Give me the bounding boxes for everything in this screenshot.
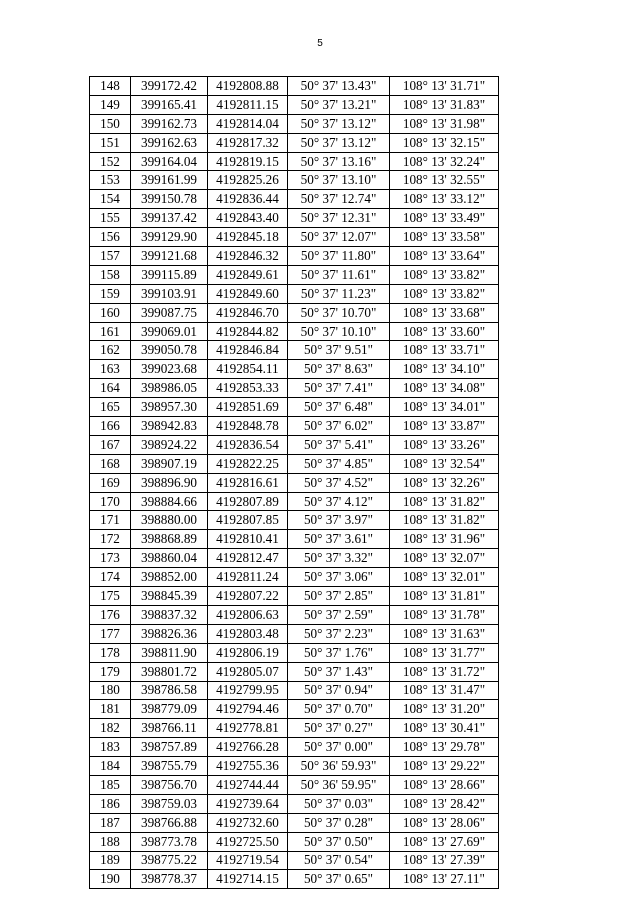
y-coordinate-cell: 4192806.19 bbox=[208, 643, 288, 662]
table-row bbox=[90, 265, 499, 284]
point-number-cell: 152 bbox=[90, 152, 131, 171]
longitude-cell: 108° 13' 32.26" bbox=[390, 473, 499, 492]
point-number-cell: 170 bbox=[90, 492, 131, 511]
point-number-cell: 173 bbox=[90, 549, 131, 568]
longitude-cell: 108° 13' 32.54" bbox=[390, 454, 499, 473]
y-coordinate-cell: 4192816.61 bbox=[208, 473, 288, 492]
longitude-cell: 108° 13' 29.22" bbox=[390, 757, 499, 776]
latitude-cell: 50° 37' 13.12" bbox=[288, 133, 390, 152]
latitude-cell: 50° 37' 0.94" bbox=[288, 681, 390, 700]
point-number-cell: 186 bbox=[90, 794, 131, 813]
point-number-cell: 190 bbox=[90, 870, 131, 889]
y-coordinate-cell: 4192794.46 bbox=[208, 700, 288, 719]
latitude-cell: 50° 37' 6.02" bbox=[288, 417, 390, 436]
table-row bbox=[90, 247, 499, 266]
y-coordinate-cell: 4192714.15 bbox=[208, 870, 288, 889]
y-coordinate-cell: 4192808.88 bbox=[208, 77, 288, 96]
x-coordinate-cell: 398801.72 bbox=[131, 662, 208, 681]
latitude-cell: 50° 37' 0.28" bbox=[288, 813, 390, 832]
table-row bbox=[90, 530, 499, 549]
latitude-cell: 50° 37' 1.43" bbox=[288, 662, 390, 681]
latitude-cell: 50° 37' 2.59" bbox=[288, 605, 390, 624]
longitude-cell: 108° 13' 31.98" bbox=[390, 114, 499, 133]
x-coordinate-cell: 399103.91 bbox=[131, 284, 208, 303]
table-row bbox=[90, 114, 499, 133]
y-coordinate-cell: 4192812.47 bbox=[208, 549, 288, 568]
table-row bbox=[90, 775, 499, 794]
latitude-cell: 50° 37' 3.61" bbox=[288, 530, 390, 549]
y-coordinate-cell: 4192766.28 bbox=[208, 738, 288, 757]
table-row bbox=[90, 511, 499, 530]
table-row bbox=[90, 341, 499, 360]
point-number-cell: 158 bbox=[90, 265, 131, 284]
table-row bbox=[90, 209, 499, 228]
longitude-cell: 108° 13' 32.07" bbox=[390, 549, 499, 568]
latitude-cell: 50° 37' 11.80" bbox=[288, 247, 390, 266]
x-coordinate-cell: 398759.03 bbox=[131, 794, 208, 813]
x-coordinate-cell: 399164.04 bbox=[131, 152, 208, 171]
table-row bbox=[90, 757, 499, 776]
point-number-cell: 176 bbox=[90, 605, 131, 624]
latitude-cell: 50° 37' 4.85" bbox=[288, 454, 390, 473]
x-coordinate-cell: 398880.00 bbox=[131, 511, 208, 530]
longitude-cell: 108° 13' 31.71" bbox=[390, 77, 499, 96]
table-row bbox=[90, 643, 499, 662]
longitude-cell: 108° 13' 34.10" bbox=[390, 360, 499, 379]
point-number-cell: 149 bbox=[90, 95, 131, 114]
point-number-cell: 164 bbox=[90, 379, 131, 398]
latitude-cell: 50° 37' 2.23" bbox=[288, 624, 390, 643]
point-number-cell: 180 bbox=[90, 681, 131, 700]
latitude-cell: 50° 37' 8.63" bbox=[288, 360, 390, 379]
x-coordinate-cell: 399172.42 bbox=[131, 77, 208, 96]
y-coordinate-cell: 4192744.44 bbox=[208, 775, 288, 794]
table-row bbox=[90, 435, 499, 454]
point-number-cell: 154 bbox=[90, 190, 131, 209]
table-row bbox=[90, 700, 499, 719]
latitude-cell: 50° 37' 9.51" bbox=[288, 341, 390, 360]
longitude-cell: 108° 13' 32.01" bbox=[390, 568, 499, 587]
longitude-cell: 108° 13' 31.82" bbox=[390, 492, 499, 511]
coordinates-table bbox=[89, 76, 499, 889]
latitude-cell: 50° 37' 0.65" bbox=[288, 870, 390, 889]
latitude-cell: 50° 37' 4.52" bbox=[288, 473, 390, 492]
x-coordinate-cell: 398924.22 bbox=[131, 435, 208, 454]
longitude-cell: 108° 13' 33.64" bbox=[390, 247, 499, 266]
y-coordinate-cell: 4192807.22 bbox=[208, 587, 288, 606]
point-number-cell: 161 bbox=[90, 322, 131, 341]
x-coordinate-cell: 398907.19 bbox=[131, 454, 208, 473]
latitude-cell: 50° 37' 12.31" bbox=[288, 209, 390, 228]
longitude-cell: 108° 13' 33.82" bbox=[390, 265, 499, 284]
longitude-cell: 108° 13' 31.78" bbox=[390, 605, 499, 624]
y-coordinate-cell: 4192836.44 bbox=[208, 190, 288, 209]
y-coordinate-cell: 4192811.24 bbox=[208, 568, 288, 587]
x-coordinate-cell: 399129.90 bbox=[131, 228, 208, 247]
table-row bbox=[90, 398, 499, 417]
point-number-cell: 165 bbox=[90, 398, 131, 417]
x-coordinate-cell: 399121.68 bbox=[131, 247, 208, 266]
latitude-cell: 50° 37' 12.07" bbox=[288, 228, 390, 247]
point-number-cell: 185 bbox=[90, 775, 131, 794]
y-coordinate-cell: 4192849.61 bbox=[208, 265, 288, 284]
y-coordinate-cell: 4192843.40 bbox=[208, 209, 288, 228]
latitude-cell: 50° 37' 3.06" bbox=[288, 568, 390, 587]
point-number-cell: 181 bbox=[90, 700, 131, 719]
y-coordinate-cell: 4192854.11 bbox=[208, 360, 288, 379]
point-number-cell: 169 bbox=[90, 473, 131, 492]
latitude-cell: 50° 37' 5.41" bbox=[288, 435, 390, 454]
y-coordinate-cell: 4192845.18 bbox=[208, 228, 288, 247]
table-row bbox=[90, 417, 499, 436]
y-coordinate-cell: 4192846.32 bbox=[208, 247, 288, 266]
longitude-cell: 108° 13' 33.68" bbox=[390, 303, 499, 322]
point-number-cell: 156 bbox=[90, 228, 131, 247]
point-number-cell: 175 bbox=[90, 587, 131, 606]
y-coordinate-cell: 4192778.81 bbox=[208, 719, 288, 738]
latitude-cell: 50° 37' 11.23" bbox=[288, 284, 390, 303]
y-coordinate-cell: 4192844.82 bbox=[208, 322, 288, 341]
x-coordinate-cell: 399050.78 bbox=[131, 341, 208, 360]
longitude-cell: 108° 13' 30.41" bbox=[390, 719, 499, 738]
longitude-cell: 108° 13' 33.60" bbox=[390, 322, 499, 341]
table-row bbox=[90, 832, 499, 851]
x-coordinate-cell: 398884.66 bbox=[131, 492, 208, 511]
y-coordinate-cell: 4192825.26 bbox=[208, 171, 288, 190]
table-row bbox=[90, 303, 499, 322]
table-row bbox=[90, 605, 499, 624]
longitude-cell: 108° 13' 34.08" bbox=[390, 379, 499, 398]
point-number-cell: 182 bbox=[90, 719, 131, 738]
y-coordinate-cell: 4192807.85 bbox=[208, 511, 288, 530]
coordinates-table-body bbox=[90, 77, 499, 889]
point-number-cell: 160 bbox=[90, 303, 131, 322]
latitude-cell: 50° 37' 6.48" bbox=[288, 398, 390, 417]
latitude-cell: 50° 37' 0.00" bbox=[288, 738, 390, 757]
latitude-cell: 50° 37' 13.21" bbox=[288, 95, 390, 114]
latitude-cell: 50° 37' 10.10" bbox=[288, 322, 390, 341]
x-coordinate-cell: 398942.83 bbox=[131, 417, 208, 436]
latitude-cell: 50° 37' 0.50" bbox=[288, 832, 390, 851]
longitude-cell: 108° 13' 31.81" bbox=[390, 587, 499, 606]
x-coordinate-cell: 398896.90 bbox=[131, 473, 208, 492]
table-row bbox=[90, 624, 499, 643]
table-row bbox=[90, 152, 499, 171]
x-coordinate-cell: 398786.58 bbox=[131, 681, 208, 700]
table-row bbox=[90, 322, 499, 341]
point-number-cell: 162 bbox=[90, 341, 131, 360]
longitude-cell: 108° 13' 31.63" bbox=[390, 624, 499, 643]
point-number-cell: 163 bbox=[90, 360, 131, 379]
point-number-cell: 183 bbox=[90, 738, 131, 757]
y-coordinate-cell: 4192805.07 bbox=[208, 662, 288, 681]
point-number-cell: 174 bbox=[90, 568, 131, 587]
latitude-cell: 50° 37' 0.70" bbox=[288, 700, 390, 719]
x-coordinate-cell: 398811.90 bbox=[131, 643, 208, 662]
x-coordinate-cell: 398779.09 bbox=[131, 700, 208, 719]
x-coordinate-cell: 398845.39 bbox=[131, 587, 208, 606]
latitude-cell: 50° 37' 0.54" bbox=[288, 851, 390, 870]
latitude-cell: 50° 37' 3.32" bbox=[288, 549, 390, 568]
latitude-cell: 50° 37' 2.85" bbox=[288, 587, 390, 606]
longitude-cell: 108° 13' 33.12" bbox=[390, 190, 499, 209]
latitude-cell: 50° 37' 13.43" bbox=[288, 77, 390, 96]
y-coordinate-cell: 4192846.70 bbox=[208, 303, 288, 322]
longitude-cell: 108° 13' 31.20" bbox=[390, 700, 499, 719]
point-number-cell: 167 bbox=[90, 435, 131, 454]
latitude-cell: 50° 37' 13.12" bbox=[288, 114, 390, 133]
longitude-cell: 108° 13' 32.55" bbox=[390, 171, 499, 190]
point-number-cell: 166 bbox=[90, 417, 131, 436]
y-coordinate-cell: 4192807.89 bbox=[208, 492, 288, 511]
x-coordinate-cell: 399069.01 bbox=[131, 322, 208, 341]
y-coordinate-cell: 4192806.63 bbox=[208, 605, 288, 624]
table-row bbox=[90, 681, 499, 700]
y-coordinate-cell: 4192853.33 bbox=[208, 379, 288, 398]
x-coordinate-cell: 398778.37 bbox=[131, 870, 208, 889]
longitude-cell: 108° 13' 27.11" bbox=[390, 870, 499, 889]
point-number-cell: 157 bbox=[90, 247, 131, 266]
longitude-cell: 108° 13' 31.83" bbox=[390, 95, 499, 114]
table-row bbox=[90, 284, 499, 303]
y-coordinate-cell: 4192822.25 bbox=[208, 454, 288, 473]
page-number: 5 bbox=[317, 38, 323, 49]
x-coordinate-cell: 398766.88 bbox=[131, 813, 208, 832]
longitude-cell: 108° 13' 31.82" bbox=[390, 511, 499, 530]
point-number-cell: 189 bbox=[90, 851, 131, 870]
x-coordinate-cell: 399137.42 bbox=[131, 209, 208, 228]
longitude-cell: 108° 13' 32.24" bbox=[390, 152, 499, 171]
y-coordinate-cell: 4192846.84 bbox=[208, 341, 288, 360]
x-coordinate-cell: 398868.89 bbox=[131, 530, 208, 549]
point-number-cell: 179 bbox=[90, 662, 131, 681]
point-number-cell: 171 bbox=[90, 511, 131, 530]
x-coordinate-cell: 398755.79 bbox=[131, 757, 208, 776]
longitude-cell: 108° 13' 31.96" bbox=[390, 530, 499, 549]
table-row bbox=[90, 228, 499, 247]
y-coordinate-cell: 4192811.15 bbox=[208, 95, 288, 114]
y-coordinate-cell: 4192849.60 bbox=[208, 284, 288, 303]
latitude-cell: 50° 37' 10.70" bbox=[288, 303, 390, 322]
point-number-cell: 187 bbox=[90, 813, 131, 832]
table-row bbox=[90, 870, 499, 889]
point-number-cell: 148 bbox=[90, 77, 131, 96]
latitude-cell: 50° 37' 0.03" bbox=[288, 794, 390, 813]
longitude-cell: 108° 13' 31.47" bbox=[390, 681, 499, 700]
y-coordinate-cell: 4192851.69 bbox=[208, 398, 288, 417]
longitude-cell: 108° 13' 33.87" bbox=[390, 417, 499, 436]
table-row bbox=[90, 492, 499, 511]
table-row bbox=[90, 813, 499, 832]
latitude-cell: 50° 36' 59.93" bbox=[288, 757, 390, 776]
longitude-cell: 108° 13' 29.78" bbox=[390, 738, 499, 757]
longitude-cell: 108° 13' 33.49" bbox=[390, 209, 499, 228]
x-coordinate-cell: 399162.63 bbox=[131, 133, 208, 152]
y-coordinate-cell: 4192819.15 bbox=[208, 152, 288, 171]
table-row bbox=[90, 473, 499, 492]
y-coordinate-cell: 4192836.54 bbox=[208, 435, 288, 454]
table-row bbox=[90, 171, 499, 190]
y-coordinate-cell: 4192719.54 bbox=[208, 851, 288, 870]
point-number-cell: 177 bbox=[90, 624, 131, 643]
table-row bbox=[90, 95, 499, 114]
longitude-cell: 108° 13' 33.82" bbox=[390, 284, 499, 303]
latitude-cell: 50° 37' 0.27" bbox=[288, 719, 390, 738]
longitude-cell: 108° 13' 28.66" bbox=[390, 775, 499, 794]
latitude-cell: 50° 37' 12.74" bbox=[288, 190, 390, 209]
x-coordinate-cell: 399087.75 bbox=[131, 303, 208, 322]
table-row bbox=[90, 77, 499, 96]
point-number-cell: 155 bbox=[90, 209, 131, 228]
table-row bbox=[90, 719, 499, 738]
table-row bbox=[90, 851, 499, 870]
x-coordinate-cell: 398775.22 bbox=[131, 851, 208, 870]
point-number-cell: 153 bbox=[90, 171, 131, 190]
longitude-cell: 108° 13' 28.42" bbox=[390, 794, 499, 813]
table-row bbox=[90, 454, 499, 473]
y-coordinate-cell: 4192803.48 bbox=[208, 624, 288, 643]
longitude-cell: 108° 13' 34.01" bbox=[390, 398, 499, 417]
x-coordinate-cell: 398957.30 bbox=[131, 398, 208, 417]
point-number-cell: 151 bbox=[90, 133, 131, 152]
y-coordinate-cell: 4192814.04 bbox=[208, 114, 288, 133]
x-coordinate-cell: 398773.78 bbox=[131, 832, 208, 851]
y-coordinate-cell: 4192739.64 bbox=[208, 794, 288, 813]
latitude-cell: 50° 36' 59.95" bbox=[288, 775, 390, 794]
y-coordinate-cell: 4192817.32 bbox=[208, 133, 288, 152]
x-coordinate-cell: 398860.04 bbox=[131, 549, 208, 568]
x-coordinate-cell: 399150.78 bbox=[131, 190, 208, 209]
y-coordinate-cell: 4192848.78 bbox=[208, 417, 288, 436]
longitude-cell: 108° 13' 33.71" bbox=[390, 341, 499, 360]
latitude-cell: 50° 37' 1.76" bbox=[288, 643, 390, 662]
point-number-cell: 184 bbox=[90, 757, 131, 776]
x-coordinate-cell: 399023.68 bbox=[131, 360, 208, 379]
y-coordinate-cell: 4192755.36 bbox=[208, 757, 288, 776]
latitude-cell: 50° 37' 13.10" bbox=[288, 171, 390, 190]
x-coordinate-cell: 399115.89 bbox=[131, 265, 208, 284]
table-row bbox=[90, 568, 499, 587]
y-coordinate-cell: 4192725.50 bbox=[208, 832, 288, 851]
x-coordinate-cell: 398756.70 bbox=[131, 775, 208, 794]
table-row bbox=[90, 379, 499, 398]
table-row bbox=[90, 587, 499, 606]
x-coordinate-cell: 398837.32 bbox=[131, 605, 208, 624]
x-coordinate-cell: 398766.11 bbox=[131, 719, 208, 738]
latitude-cell: 50° 37' 11.61" bbox=[288, 265, 390, 284]
table-row bbox=[90, 794, 499, 813]
latitude-cell: 50° 37' 3.97" bbox=[288, 511, 390, 530]
longitude-cell: 108° 13' 31.77" bbox=[390, 643, 499, 662]
y-coordinate-cell: 4192810.41 bbox=[208, 530, 288, 549]
point-number-cell: 150 bbox=[90, 114, 131, 133]
point-number-cell: 168 bbox=[90, 454, 131, 473]
point-number-cell: 188 bbox=[90, 832, 131, 851]
table-row bbox=[90, 360, 499, 379]
longitude-cell: 108° 13' 33.58" bbox=[390, 228, 499, 247]
x-coordinate-cell: 398757.89 bbox=[131, 738, 208, 757]
table-row bbox=[90, 190, 499, 209]
longitude-cell: 108° 13' 33.26" bbox=[390, 435, 499, 454]
longitude-cell: 108° 13' 32.15" bbox=[390, 133, 499, 152]
x-coordinate-cell: 398826.36 bbox=[131, 624, 208, 643]
longitude-cell: 108° 13' 27.69" bbox=[390, 832, 499, 851]
table-row bbox=[90, 738, 499, 757]
longitude-cell: 108° 13' 27.39" bbox=[390, 851, 499, 870]
point-number-cell: 172 bbox=[90, 530, 131, 549]
x-coordinate-cell: 399165.41 bbox=[131, 95, 208, 114]
table-row bbox=[90, 549, 499, 568]
table-row bbox=[90, 662, 499, 681]
x-coordinate-cell: 399161.99 bbox=[131, 171, 208, 190]
point-number-cell: 178 bbox=[90, 643, 131, 662]
table-row bbox=[90, 133, 499, 152]
latitude-cell: 50° 37' 7.41" bbox=[288, 379, 390, 398]
x-coordinate-cell: 399162.73 bbox=[131, 114, 208, 133]
point-number-cell: 159 bbox=[90, 284, 131, 303]
y-coordinate-cell: 4192799.95 bbox=[208, 681, 288, 700]
latitude-cell: 50° 37' 4.12" bbox=[288, 492, 390, 511]
longitude-cell: 108° 13' 31.72" bbox=[390, 662, 499, 681]
x-coordinate-cell: 398986.05 bbox=[131, 379, 208, 398]
y-coordinate-cell: 4192732.60 bbox=[208, 813, 288, 832]
longitude-cell: 108° 13' 28.06" bbox=[390, 813, 499, 832]
x-coordinate-cell: 398852.00 bbox=[131, 568, 208, 587]
latitude-cell: 50° 37' 13.16" bbox=[288, 152, 390, 171]
